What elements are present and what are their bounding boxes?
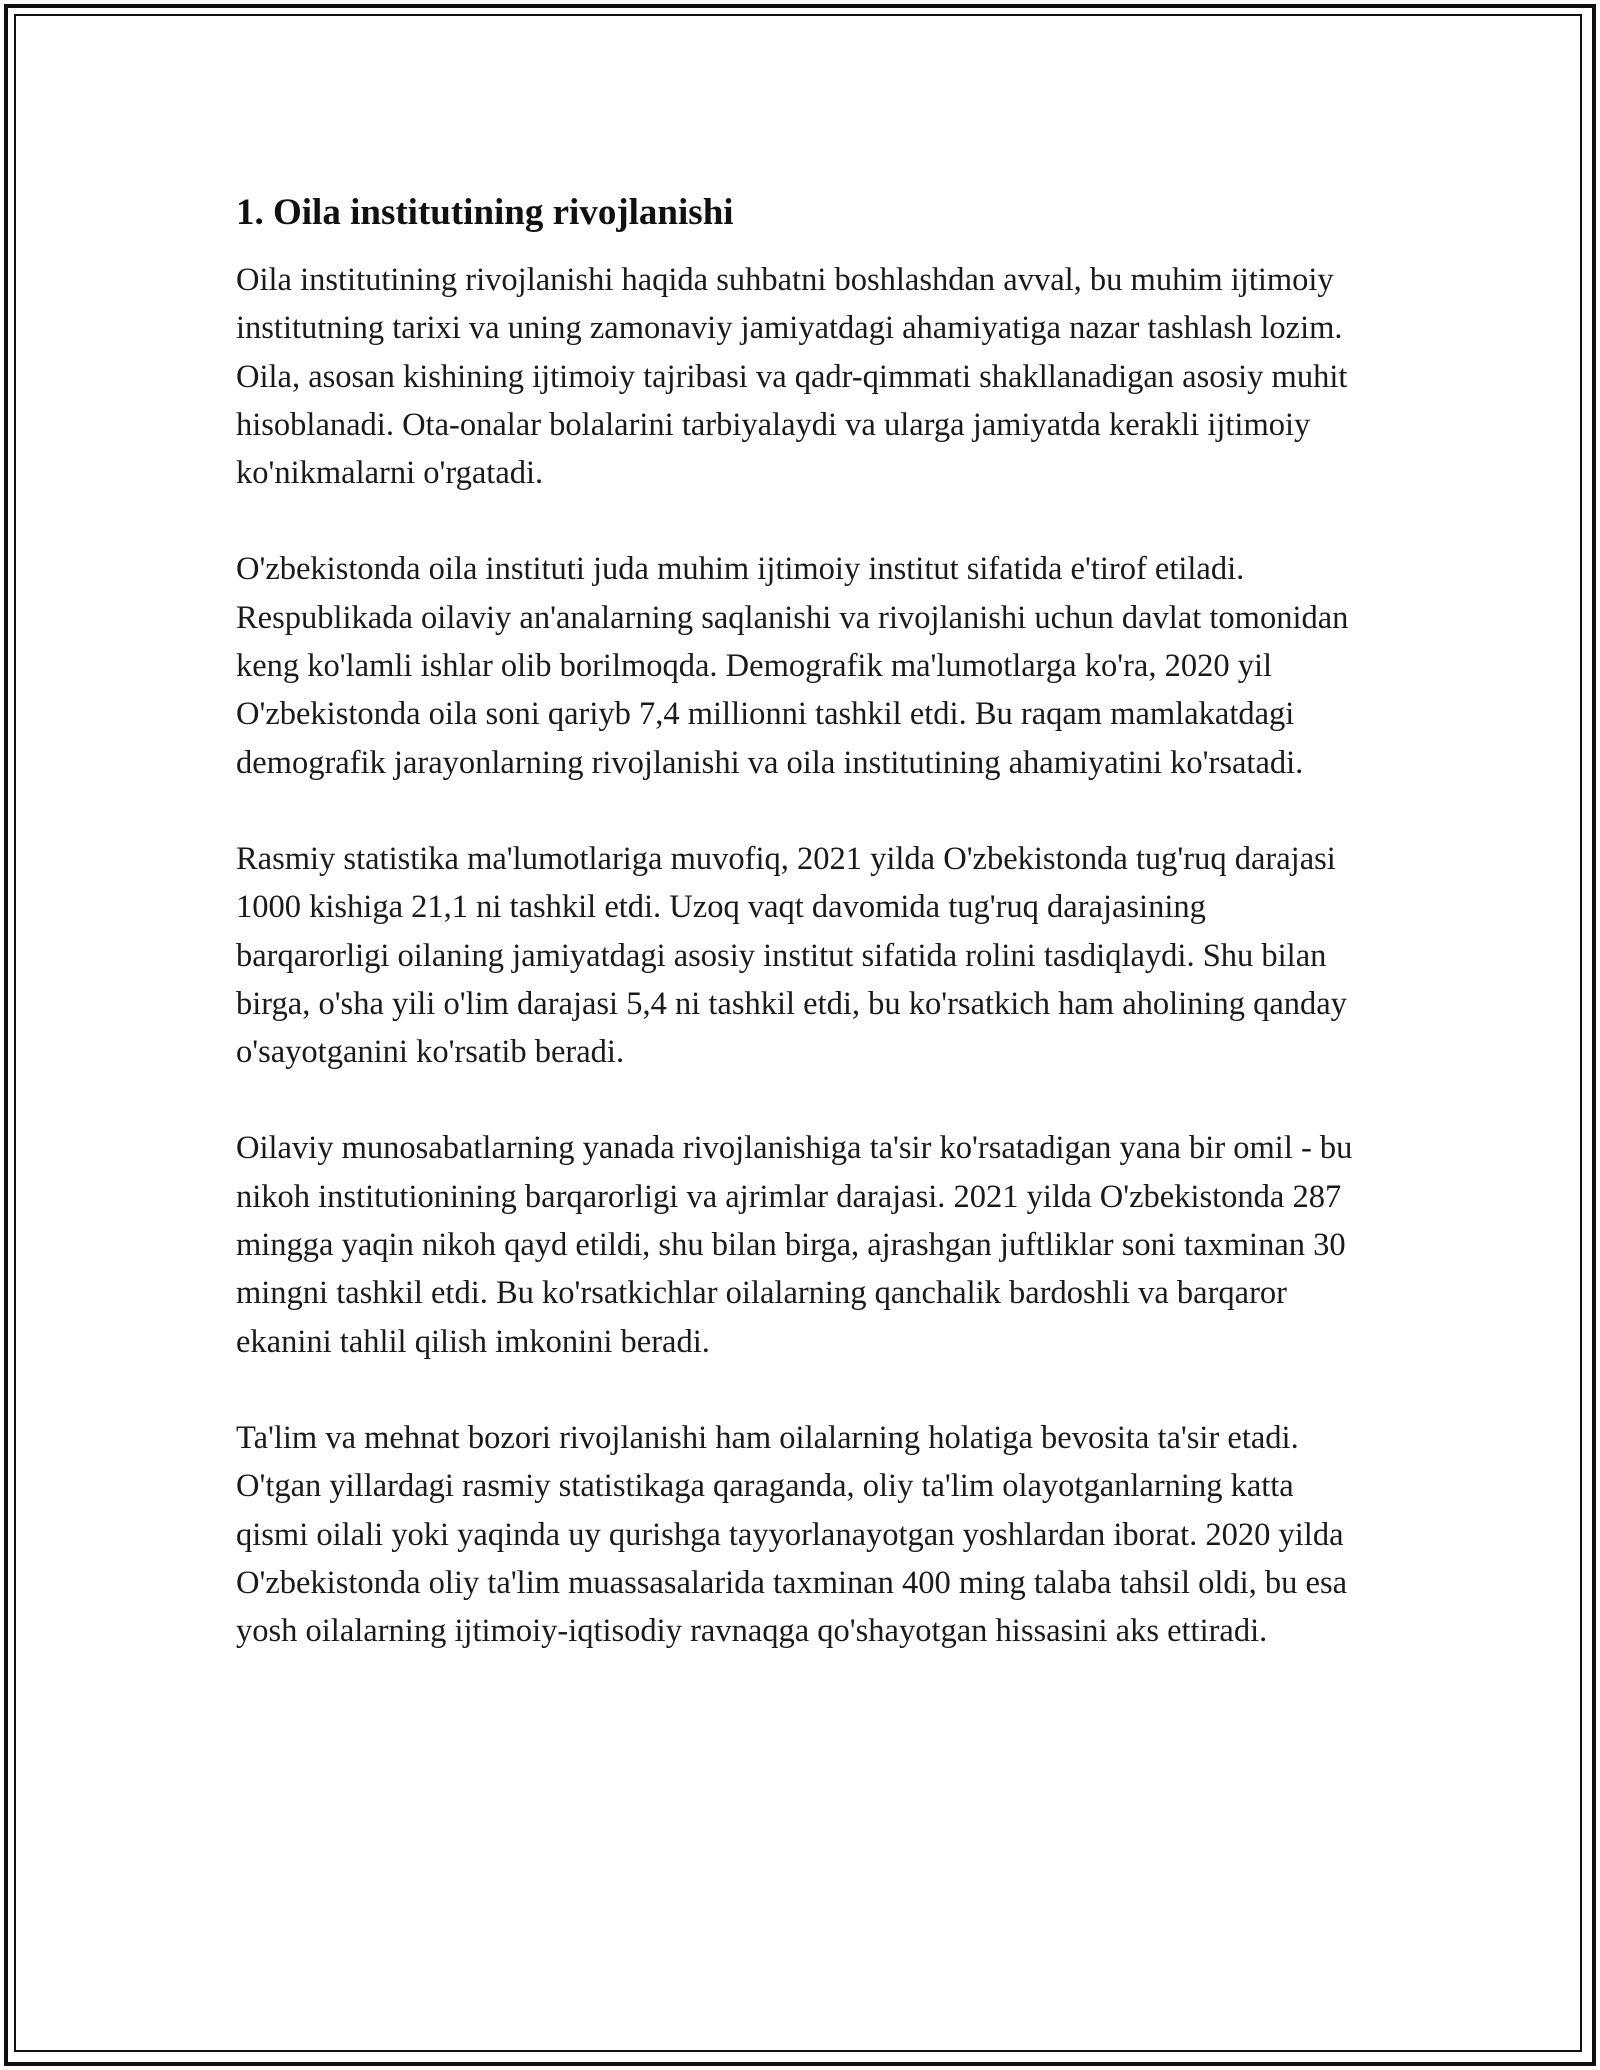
paragraph-2: O'zbekistonda oila instituti juda muhim ijtimoiy institut sifatida e'tirof etiladi. Respublikada oilaviy an'analarning saqlanishi va rivojlanishi uchun davlat tomonidan keng ko'lamli ishlar olib borilmoqda. Demografik ma'lumotlarga ko'ra, 2020 yil O'zbekistonda oila soni qariyb 7,4 millionni tashkil etdi. Bu raqam mamlakatdagi demografik jarayonlarning rivojlanishi va oila institutining ahamiyatini ko'rsatadi. xyxy=(236,551,1349,781)
paragraph-1: Oila institutining rivojlanishi haqida suhbatni boshlashdan avval, bu muhim ijtimoiy institutning tarixi va uning zamonaviy jamiyatdagi ahamiyatiga nazar tashlash lozim. Oila, asosan kishining ijtimoiy tajribasi va qadr-qimmati shakllanadigan asosiy muhit hisoblanadi. Ota-onalar bolalarini tarbiyalaydi va ularga jamiyatda kerakli ijtimoiy ko'nikmalarni o'rgatadi. xyxy=(236,262,1348,492)
paragraph-4: Oilaviy munosabatlarning yanada rivojlanishiga ta'sir ko'rsatadigan yana bir omil - bu nikoh institutionining barqarorligi va ajrimlar darajasi. 2021 yilda O'zbekistonda 287 mingga yaqin nikoh qayd etildi, shu bilan birga, ajrashgan juftliklar soni taxminan 30 mingni tashkil etdi. Bu ko'rsatkichlar oilalarning qanchalik bardoshli va barqaror ekanini tahlil qilish imkonini beradi. xyxy=(236,1130,1353,1360)
paragraph-3: Rasmiy statistika ma'lumotlariga muvofiq, 2021 yilda O'zbekistonda tug'ruq darajasi 1000 kishiga 21,1 ni tashkil etdi. Uzoq vaqt davomida tug'ruq darajasining barqarorligi oilaning jamiyatdagi asosiy institut sifatida rolini tasdiqlaydi. Shu bilan birga, o'sha yili o'lim darajasi 5,4 ni tashkil etdi, bu ko'rsatkich ham aholining qanday o'sayotganini ko'rsatib beradi. xyxy=(236,840,1347,1071)
document-body xyxy=(236,190,1366,1655)
paragraph-5: Ta'lim va mehnat bozori rivojlanishi ham oilalarning holatiga bevosita ta'sir etadi. O'tgan yillardagi rasmiy statistikaga qaraganda, oliy ta'lim olayotganlarning katta qismi oilali yoki yaqinda uy qurishga tayyorlanayotgan yoshlardan iborat. 2020 yilda O'zbekistonda oliy ta'lim muassasalarida taxminan 400 ming talaba tahsil oldi, bu esa yosh oilalarning ijtimoiy-iqtisodiy ravnaqga qo'shayotgan hissasini aks ettiradi. xyxy=(236,1419,1348,1650)
section-heading: 1. Oila institutining rivojlanishi xyxy=(236,192,734,233)
